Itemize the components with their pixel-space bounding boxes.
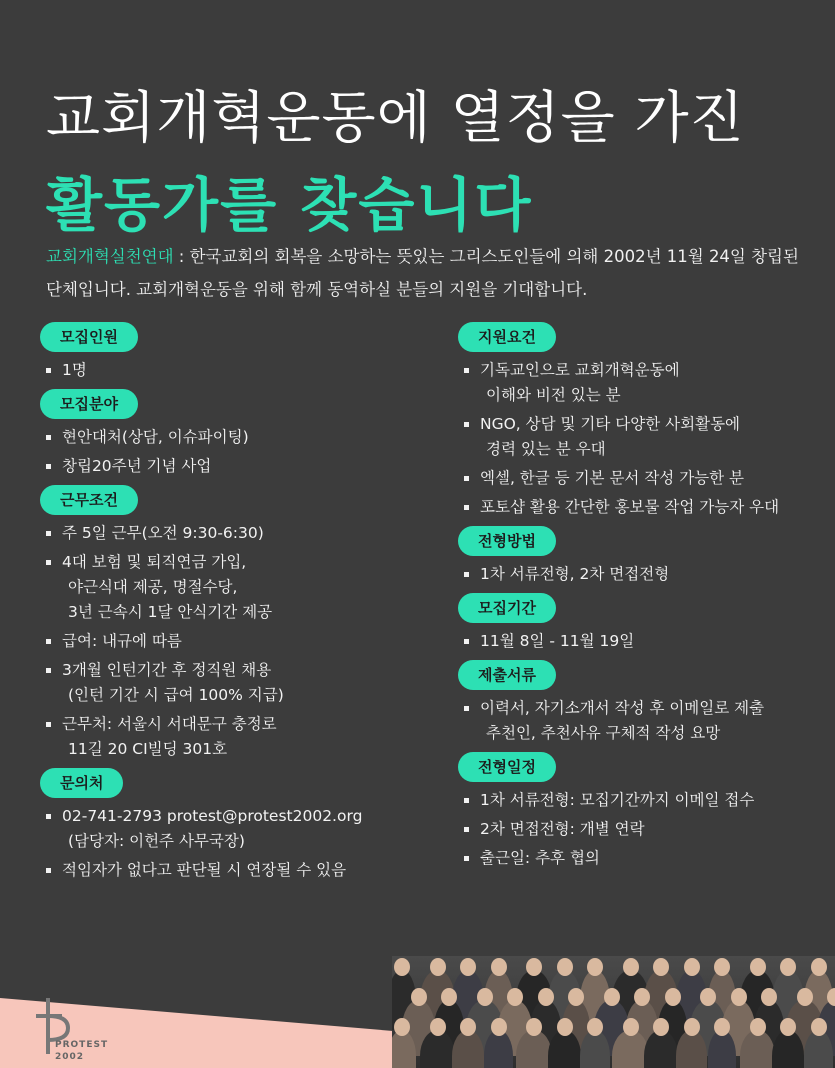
list-item-line: 급여: 내규에 따름 [62,632,182,650]
list-item [458,358,828,408]
photo-person-head [604,988,620,1006]
section [40,322,420,383]
list-item [458,495,828,520]
photo-person-head [507,988,523,1006]
list-item-line: 야근식대 제공, 명절수당, [68,578,238,596]
photo-person-head [411,988,427,1006]
section [458,526,828,587]
photo-person-head [430,1018,446,1036]
list-item [458,466,828,491]
list-item [458,788,828,813]
photo-person-head [526,958,542,976]
list-item [40,804,420,854]
photo-person-head [623,958,639,976]
list-item-line: 02-741-2793 protest@protest2002.org [62,807,363,825]
photo-person-head [587,1018,603,1036]
list-item-line: 근무처: 서울시 서대문구 충정로 [62,715,277,733]
photo-person-head [394,1018,410,1036]
list-item [40,712,420,762]
list-item-line: 주 5일 근무(오전 9:30-6:30) [62,524,264,542]
photo-person-head [441,988,457,1006]
section-badge: 전형일정 [458,752,556,782]
logo-text-year: 2002 [55,1052,85,1062]
intro-text: 한국교회의 회복을 소망하는 뜻있는 그리스도인들에 의해 2002년 11월 24일 창립된 단체입니다. 교회개혁운동을 위해 함께 동역하실 분들의 지원을 기대합니다. [46,247,799,299]
list-item-line: NGO, 상담 및 기타 다양한 사회활동에 [480,415,741,433]
section [40,768,420,883]
photo-person-head [811,958,827,976]
list-item [458,562,828,587]
list-item-line: 1차 서류전형: 모집기간까지 이메일 접수 [480,791,755,809]
photo-person-head [714,1018,730,1036]
list-item [458,696,828,746]
photo-person-head [491,1018,507,1036]
logo-text-protest: PROTEST [55,1040,109,1050]
list-item-line: 11길 20 CI빌딩 301호 [68,740,228,758]
headline-line2: 활동가를 찾습니다 [46,171,533,239]
section [40,485,420,762]
photo-person-head [623,1018,639,1036]
list-item-line: 출근일: 추후 협의 [480,849,600,867]
list-item-line: 1차 서류전형, 2차 면접전형 [480,565,670,583]
list-item-line: 경력 있는 분 우대 [486,440,606,458]
photo-person-head [700,988,716,1006]
section-badge: 모집분야 [40,389,138,419]
list-item [40,629,420,654]
left-column [40,322,420,889]
headline-line1: 교회개혁운동에 열정을 가진 [46,86,745,151]
right-column [458,322,828,877]
list-item-line: (담당자: 이헌주 사무국장) [68,832,245,850]
list-item [40,425,420,450]
list-item-line: 2차 면접전형: 개별 연락 [480,820,645,838]
photo-person-head [557,958,573,976]
list-item [40,454,420,479]
section [458,593,828,654]
section-badge: 모집기간 [458,593,556,623]
list-item [458,846,828,871]
photo-person-head [684,1018,700,1036]
list-item-line: 포토샵 활용 간단한 홍보물 작업 가능자 우대 [480,498,780,516]
photo-person-head [460,958,476,976]
intro-separator: : [173,247,190,266]
list-item-line: 4대 보험 및 퇴직연금 가입, [62,553,247,571]
list-item-line: 이해와 비전 있는 분 [486,386,621,404]
section-badge: 근무조건 [40,485,138,515]
section-badge: 제출서류 [458,660,556,690]
list-item-line: 11월 8일 - 11월 19일 [480,632,635,650]
photo-person-head [394,958,410,976]
section [458,752,828,871]
list-item [40,550,420,625]
photo-person-head [526,1018,542,1036]
list-item [40,521,420,546]
photo-person-head [750,1018,766,1036]
photo-person-head [761,988,777,1006]
photo-person-head [653,1018,669,1036]
photo-person-head [797,988,813,1006]
list-item [40,358,420,383]
photo-person-head [665,988,681,1006]
photo-person-head [557,1018,573,1036]
list-item-line: 3개월 인턴기간 후 정직원 채용 [62,661,272,679]
photo-person-head [780,958,796,976]
list-item [40,858,420,883]
list-item-line: 이력서, 자기소개서 작성 후 이메일로 제출 [480,699,765,717]
section-badge: 문의처 [40,768,123,798]
photo-person-head [811,1018,827,1036]
section [40,389,420,479]
photo-person-head [430,958,446,976]
list-item-line: (인턴 기간 시 급여 100% 지급) [68,686,284,704]
group-photo [392,956,835,1068]
list-item-line: 3년 근속시 1달 안식기간 제공 [68,603,273,621]
list-item-line: 엑셀, 한글 등 기본 문서 작성 가능한 분 [480,469,745,487]
photo-person-head [780,1018,796,1036]
list-item-line: 적임자가 없다고 판단될 시 연장될 수 있음 [62,861,347,879]
photo-person-head [491,958,507,976]
list-item-line: 1명 [62,361,87,379]
photo-person-head [477,988,493,1006]
photo-person-head [653,958,669,976]
photo-person-head [750,958,766,976]
section-badge: 지원요건 [458,322,556,352]
list-item-line: 창립20주년 기념 사업 [62,457,212,475]
photo-person-head [731,988,747,1006]
org-name: 교회개혁실천연대 [46,247,174,266]
photo-person-head [684,958,700,976]
photo-person-head [714,958,730,976]
section [458,322,828,520]
photo-person-head [538,988,554,1006]
photo-person-head [634,988,650,1006]
list-item [458,412,828,462]
photo-person-head [587,958,603,976]
list-item [40,658,420,708]
list-item [458,817,828,842]
photo-person-head [460,1018,476,1036]
section [458,660,828,746]
photo-person-head [568,988,584,1006]
list-item-line: 기독교인으로 교회개혁운동에 [480,361,680,379]
list-item [458,629,828,654]
section-badge: 모집인원 [40,322,138,352]
intro-paragraph [46,240,816,306]
list-item-line: 현안대처(상담, 이슈파이팅) [62,428,249,446]
list-item-line: 추천인, 추천사유 구체적 작성 요망 [486,724,721,742]
section-badge: 전형방법 [458,526,556,556]
